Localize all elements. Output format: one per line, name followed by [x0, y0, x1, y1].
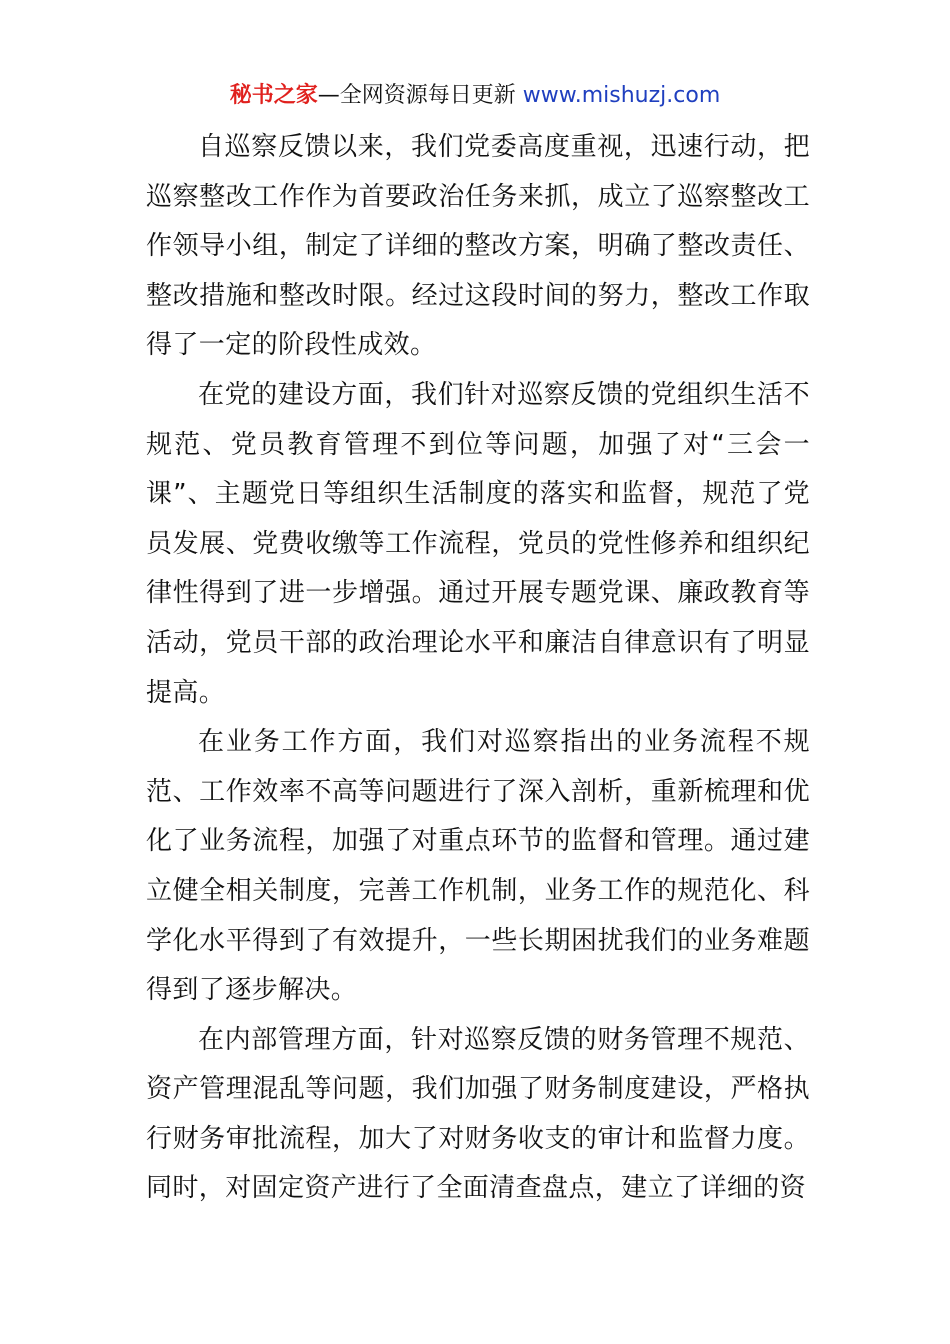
paragraph-intro: 自巡察反馈以来，我们党委高度重视，迅速行动，把巡察整改工作作为首要政治任务来抓，成立了巡察整改工作领导小组，制定了详细的整改方案，明确了整改责任、整改措施和整改时限。经过这段时间的努力，整改工作取得了一定的阶段性成效。: [146, 132, 810, 361]
paragraph-party-building: 在党的建设方面，我们针对巡察反馈的党组织生活不规范、党员教育管理不到位等问题，加强了对“三会一课”、主题党日等组织生活制度的落实和监督，规范了党员发展、党费收缴等工作流程，党员的党性修养和组织纪律性得到了进一步增强。通过开展专题党课、廉政教育等活动，党员干部的政治理论水平和廉洁自律意识有了明显提高。: [146, 379, 810, 708]
header-tagline: —全网资源每日更新: [317, 83, 516, 108]
paragraph-business-work: 在业务工作方面，我们对巡察指出的业务流程不规范、工作效率不高等问题进行了深入剖析，重新梳理和优化了业务流程，加强了对重点环节的监督和管理。通过建立健全相关制度，完善工作机制，业务工作的规范化、科学化水平得到了有效提升，一些长期困扰我们的业务难题得到了逐步解决。: [146, 727, 810, 1006]
document-body: [146, 123, 810, 1214]
page-header: [0, 80, 950, 112]
website-link[interactable]: www.mishuzj.com: [522, 83, 721, 108]
paragraph-internal-management: 在内部管理方面，针对巡察反馈的财务管理不规范、资产管理混乱等问题，我们加强了财务制度建设，严格执行财务审批流程，加大了对财务收支的审计和监督力度。同时，对固定资产进行了全面清查盘点，建立了详细的资: [146, 1024, 810, 1204]
brand-name: 秘书之家: [229, 83, 318, 108]
